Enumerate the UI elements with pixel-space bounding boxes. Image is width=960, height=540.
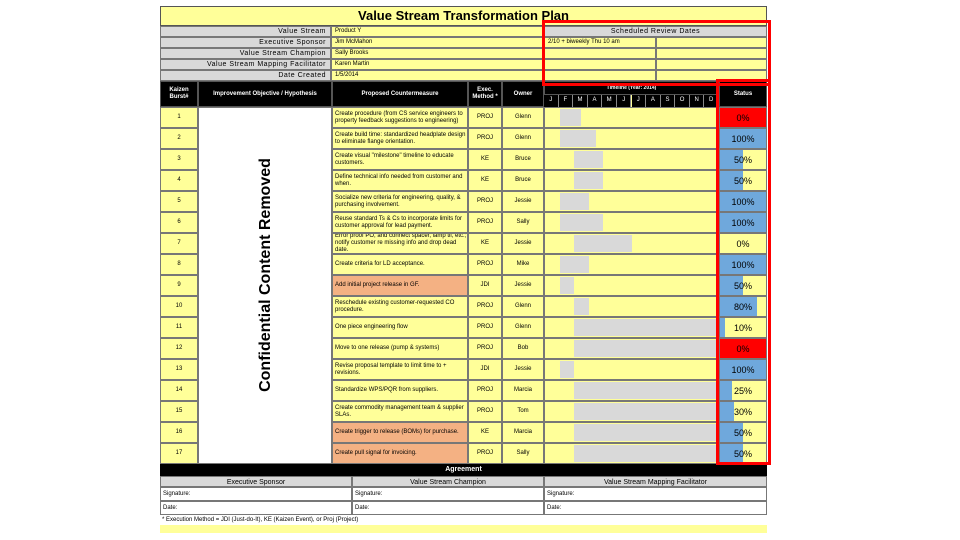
col-countermeasure: Proposed Countermeasure xyxy=(332,81,468,107)
owner-cell: Jessie xyxy=(502,359,544,380)
timeline-cell xyxy=(544,422,719,443)
exec-method-cell: PROJ xyxy=(468,317,502,338)
timeline-cell xyxy=(544,359,719,380)
exec-method-cell: JDI xyxy=(468,359,502,380)
month-header: M xyxy=(602,95,617,107)
col-owner: Owner xyxy=(502,81,544,107)
gantt-bar xyxy=(574,298,589,315)
gantt-bar xyxy=(560,361,575,378)
owner-cell: Jessie xyxy=(502,233,544,254)
owner-cell: Bruce xyxy=(502,170,544,191)
timeline-cell xyxy=(544,149,719,170)
countermeasure-cell: Create trigger to release (BOMs) for purchase. xyxy=(332,422,468,443)
status-value: 30% xyxy=(733,406,752,417)
status-value: 100% xyxy=(731,196,755,207)
owner-cell: Glenn xyxy=(502,296,544,317)
exec-method-cell: KE xyxy=(468,170,502,191)
timeline-cell xyxy=(544,380,719,401)
exec-method-cell: KE xyxy=(468,233,502,254)
month-header: N xyxy=(690,95,705,107)
status-value: 50% xyxy=(733,154,752,165)
countermeasure-cell: Create criteria for LD acceptance. xyxy=(332,254,468,275)
timeline-cell xyxy=(544,212,719,233)
agreement-role: Executive Sponsor xyxy=(160,476,352,487)
kaizen-number: 10 xyxy=(160,296,198,317)
owner-cell: Bruce xyxy=(502,149,544,170)
month-header: S xyxy=(661,95,676,107)
countermeasure-cell: Move to one release (pump & systems) xyxy=(332,338,468,359)
owner-cell: Marcia xyxy=(502,380,544,401)
timeline-cell xyxy=(544,107,719,128)
countermeasure-cell: Reuse standard Ts & Cs to incorporate limits for customer approval for lead payment. xyxy=(332,212,468,233)
status-value: 80% xyxy=(733,301,752,312)
countermeasure-cell: Create pull signal for invoicing. xyxy=(332,443,468,464)
status-value: 50% xyxy=(733,427,752,438)
status-value: 50% xyxy=(733,448,752,459)
kaizen-number: 16 xyxy=(160,422,198,443)
timeline-cell xyxy=(544,128,719,149)
kaizen-number: 11 xyxy=(160,317,198,338)
col-improvement-objective: Improvement Objective / Hypothesis xyxy=(198,81,332,107)
timeline-cell xyxy=(544,233,719,254)
kaizen-number: 3 xyxy=(160,149,198,170)
timeline-cell xyxy=(544,296,719,317)
owner-cell: Glenn xyxy=(502,317,544,338)
status-value: 100% xyxy=(731,133,755,144)
countermeasure-cell: One piece engineering flow xyxy=(332,317,468,338)
header-label: Value Stream Champion xyxy=(160,48,331,59)
status-value: 50% xyxy=(733,175,752,186)
exec-method-cell: PROJ xyxy=(468,296,502,317)
gantt-bar xyxy=(574,151,603,168)
timeline-cell xyxy=(544,254,719,275)
status-value: 0% xyxy=(736,112,750,123)
plan-title: Value Stream Transformation Plan xyxy=(160,6,767,26)
header-value: Karen Martin xyxy=(331,59,544,70)
exec-method-cell: PROJ xyxy=(468,443,502,464)
owner-cell: Glenn xyxy=(502,128,544,149)
col-status: Status xyxy=(719,81,767,107)
exec-method-cell: PROJ xyxy=(468,191,502,212)
gantt-bar xyxy=(574,424,720,441)
gantt-bar xyxy=(574,235,632,252)
timeline-cell xyxy=(544,170,719,191)
exec-method-cell: PROJ xyxy=(468,107,502,128)
header-value: Sally Brooks xyxy=(331,48,544,59)
timeline-cell xyxy=(544,275,719,296)
agreement-role: Value Stream Champion xyxy=(352,476,544,487)
date-field: Date: xyxy=(160,501,352,515)
col-kaizen-burst: Kaizen Burst# xyxy=(160,81,198,107)
timeline-cell xyxy=(544,317,719,338)
owner-cell: Bob xyxy=(502,338,544,359)
exec-method-cell: PROJ xyxy=(468,254,502,275)
countermeasure-cell: Revise proposal template to limit time to + revisions. xyxy=(332,359,468,380)
countermeasure-cell: Create visual "milestone" timeline to educate customers. xyxy=(332,149,468,170)
status-value: 100% xyxy=(731,217,755,228)
signature-field: Signature: xyxy=(544,487,767,501)
owner-cell: Jessie xyxy=(502,275,544,296)
col-exec-method: Exec. Method * xyxy=(468,81,502,107)
gantt-bar xyxy=(560,214,604,231)
status-value: 0% xyxy=(736,343,750,354)
timeline-cell xyxy=(544,443,719,464)
owner-cell: Glenn xyxy=(502,107,544,128)
header-value: Product Y xyxy=(331,26,544,37)
execution-method-footnote: * Execution Method = JDI (Just-do-It), KE (Kaizen Event), or Proj (Project) xyxy=(160,515,767,525)
header-value: Jim McMahon xyxy=(331,37,544,48)
timeline-cell xyxy=(544,338,719,359)
countermeasure-cell: Add initial project release in GF. xyxy=(332,275,468,296)
kaizen-number: 7 xyxy=(160,233,198,254)
date-field: Date: xyxy=(544,501,767,515)
owner-cell: Marcia xyxy=(502,422,544,443)
signature-field: Signature: xyxy=(160,487,352,501)
exec-method-cell: PROJ xyxy=(468,212,502,233)
review-date-cell: 2/10 + biweekly Thu 10 am xyxy=(544,37,656,48)
gantt-bar xyxy=(560,109,582,126)
owner-cell: Mike xyxy=(502,254,544,275)
agreement-title: Agreement xyxy=(160,464,767,476)
timeline-cell xyxy=(544,191,719,212)
month-header: A xyxy=(588,95,603,107)
month-header: O xyxy=(675,95,690,107)
countermeasure-cell: Standardize WPS/PQR from suppliers. xyxy=(332,380,468,401)
date-field: Date: xyxy=(352,501,544,515)
gantt-bar xyxy=(574,445,720,462)
month-header: D xyxy=(704,95,719,107)
month-header: F xyxy=(559,95,574,107)
month-header: A xyxy=(646,95,661,107)
countermeasure-cell: Create commodity management team & supplier SLAs. xyxy=(332,401,468,422)
gantt-bar xyxy=(560,256,589,273)
status-value: 50% xyxy=(733,280,752,291)
header-label: Value Stream Mapping Facilitator xyxy=(160,59,331,70)
gantt-bar xyxy=(574,172,603,189)
kaizen-number: 6 xyxy=(160,212,198,233)
gantt-bar xyxy=(574,319,720,336)
month-header: M xyxy=(573,95,588,107)
exec-method-cell: PROJ xyxy=(468,338,502,359)
exec-method-cell: PROJ xyxy=(468,380,502,401)
countermeasure-cell: Define technical info needed from customer and when. xyxy=(332,170,468,191)
header-label: Executive Sponsor xyxy=(160,37,331,48)
status-value: 100% xyxy=(731,364,755,375)
status-value: 0% xyxy=(736,238,750,249)
countermeasure-cell: Socialize new criteria for engineering, quality, & purchasing involvement. xyxy=(332,191,468,212)
header-label: Date Created xyxy=(160,70,331,81)
kaizen-number: 13 xyxy=(160,359,198,380)
review-dates-highlight xyxy=(542,20,771,86)
kaizen-number: 1 xyxy=(160,107,198,128)
gantt-bar xyxy=(574,340,720,357)
kaizen-number: 17 xyxy=(160,443,198,464)
kaizen-number: 12 xyxy=(160,338,198,359)
countermeasure-cell: Error proof PO, and connect spacer, lamp til, etc.; notify customer re missing info and drop dead date. xyxy=(332,233,468,254)
owner-cell: Jessie xyxy=(502,191,544,212)
exec-method-cell: PROJ xyxy=(468,128,502,149)
gantt-bar xyxy=(560,193,589,210)
gantt-bar xyxy=(560,277,575,294)
status-column-highlight xyxy=(716,79,771,465)
kaizen-number: 4 xyxy=(160,170,198,191)
countermeasure-cell: Create procedure (from CS service engineers to property feedback suggestions to engineering) xyxy=(332,107,468,128)
owner-cell: Sally xyxy=(502,443,544,464)
status-value: 25% xyxy=(733,385,752,396)
exec-method-cell: KE xyxy=(468,149,502,170)
kaizen-number: 5 xyxy=(160,191,198,212)
confidential-watermark: Confidential Content Removed xyxy=(257,158,274,392)
header-value: 1/5/2014 xyxy=(331,70,544,81)
header-label: Value Stream xyxy=(160,26,331,37)
owner-cell: Tom xyxy=(502,401,544,422)
gantt-bar xyxy=(560,130,596,147)
gantt-bar xyxy=(574,382,720,399)
status-value: 100% xyxy=(731,259,755,270)
kaizen-number: 8 xyxy=(160,254,198,275)
review-dates-title: Scheduled Review Dates xyxy=(544,26,767,37)
exec-method-cell: PROJ xyxy=(468,401,502,422)
kaizen-number: 2 xyxy=(160,128,198,149)
kaizen-number: 9 xyxy=(160,275,198,296)
kaizen-number: 15 xyxy=(160,401,198,422)
timeline-cell xyxy=(544,401,719,422)
kaizen-number: 14 xyxy=(160,380,198,401)
exec-method-cell: JDI xyxy=(468,275,502,296)
countermeasure-cell: Create build time: standardized headplate design to eliminate flange orientation. xyxy=(332,128,468,149)
gantt-bar xyxy=(574,403,720,420)
countermeasure-cell: Reschedule existing customer-requested CO procedure. xyxy=(332,296,468,317)
signature-field: Signature: xyxy=(352,487,544,501)
col-timeline: Timeline (Year: 2014) xyxy=(544,81,719,95)
owner-cell: Sally xyxy=(502,212,544,233)
exec-method-cell: KE xyxy=(468,422,502,443)
month-header: J xyxy=(632,95,647,107)
month-header: J xyxy=(544,95,559,107)
status-value: 10% xyxy=(733,322,752,333)
agreement-role: Value Stream Mapping Facilitator xyxy=(544,476,767,487)
month-header: J xyxy=(617,95,632,107)
